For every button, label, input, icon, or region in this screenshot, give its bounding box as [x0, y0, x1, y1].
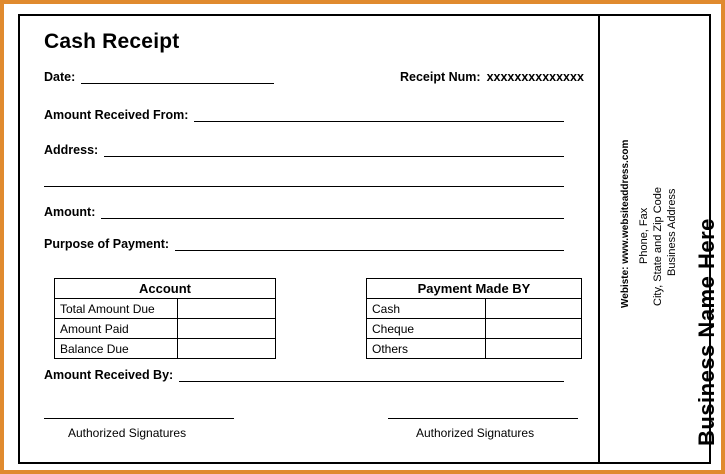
date-label: Date: [44, 70, 76, 84]
business-city-state-zip: City, State and Zip Code [652, 186, 664, 306]
cash-receipt-form [18, 14, 719, 464]
purpose-of-payment-row [44, 237, 564, 251]
payment-row-label-0: Cash [367, 299, 486, 319]
amount-received-from-input[interactable] [194, 109, 564, 122]
payment-table-header: Payment Made BY [367, 279, 582, 299]
purpose-of-payment-label: Purpose of Payment: [44, 237, 170, 251]
purpose-of-payment-input[interactable] [175, 238, 564, 251]
account-table-header: Account [55, 279, 276, 299]
business-website: Webiste: www.websiteaddress.com [620, 139, 631, 308]
business-phone-fax: Phone, Fax [638, 207, 650, 264]
receipt-number-value[interactable]: xxxxxxxxxxxxxx [486, 70, 584, 84]
amount-label: Amount: [44, 205, 96, 219]
table-header-row [55, 279, 276, 299]
date-input[interactable] [81, 71, 274, 84]
payment-row-label-2: Others [367, 339, 486, 359]
address-input-line2[interactable] [44, 174, 564, 187]
address-row-second-line [44, 174, 564, 187]
payment-row-value-2[interactable] [485, 339, 581, 359]
signature-line-right[interactable] [388, 418, 578, 419]
account-row-label-0: Total Amount Due [55, 299, 178, 319]
signature-caption-right: Authorized Signatures [416, 426, 535, 440]
payment-method-table [366, 278, 582, 359]
table-row [55, 319, 276, 339]
payment-row-label-1: Cheque [367, 319, 486, 339]
page-title: Cash Receipt [44, 30, 180, 53]
address-label: Address: [44, 143, 99, 157]
table-row [55, 339, 276, 359]
date-field-row [44, 70, 274, 84]
table-row [367, 299, 582, 319]
account-table [54, 278, 276, 359]
receipt-main-body [20, 16, 598, 462]
payment-row-value-0[interactable] [485, 299, 581, 319]
amount-received-from-label: Amount Received From: [44, 108, 189, 122]
table-row [55, 299, 276, 319]
table-header-row [367, 279, 582, 299]
business-info-block [598, 16, 719, 462]
business-address: Business Address [666, 188, 678, 276]
receipt-number-row [400, 70, 584, 84]
amount-received-from-row [44, 108, 564, 122]
account-row-value-2[interactable] [177, 339, 275, 359]
address-row [44, 143, 564, 157]
signature-line-left[interactable] [44, 418, 234, 419]
account-row-value-0[interactable] [177, 299, 275, 319]
amount-row [44, 205, 564, 219]
payment-row-value-1[interactable] [485, 319, 581, 339]
receipt-number-label: Receipt Num: [400, 70, 481, 84]
account-row-label-1: Amount Paid [55, 319, 178, 339]
account-row-value-1[interactable] [177, 319, 275, 339]
amount-received-by-label: Amount Received By: [44, 368, 174, 382]
amount-received-by-input[interactable] [179, 369, 564, 382]
table-row [367, 339, 582, 359]
account-row-label-2: Balance Due [55, 339, 178, 359]
amount-received-by-row [44, 368, 564, 382]
signature-caption-left: Authorized Signatures [68, 426, 187, 440]
table-row [367, 319, 582, 339]
business-name: Business Name Here [694, 218, 719, 446]
amount-input[interactable] [101, 206, 564, 219]
address-input[interactable] [104, 144, 564, 157]
